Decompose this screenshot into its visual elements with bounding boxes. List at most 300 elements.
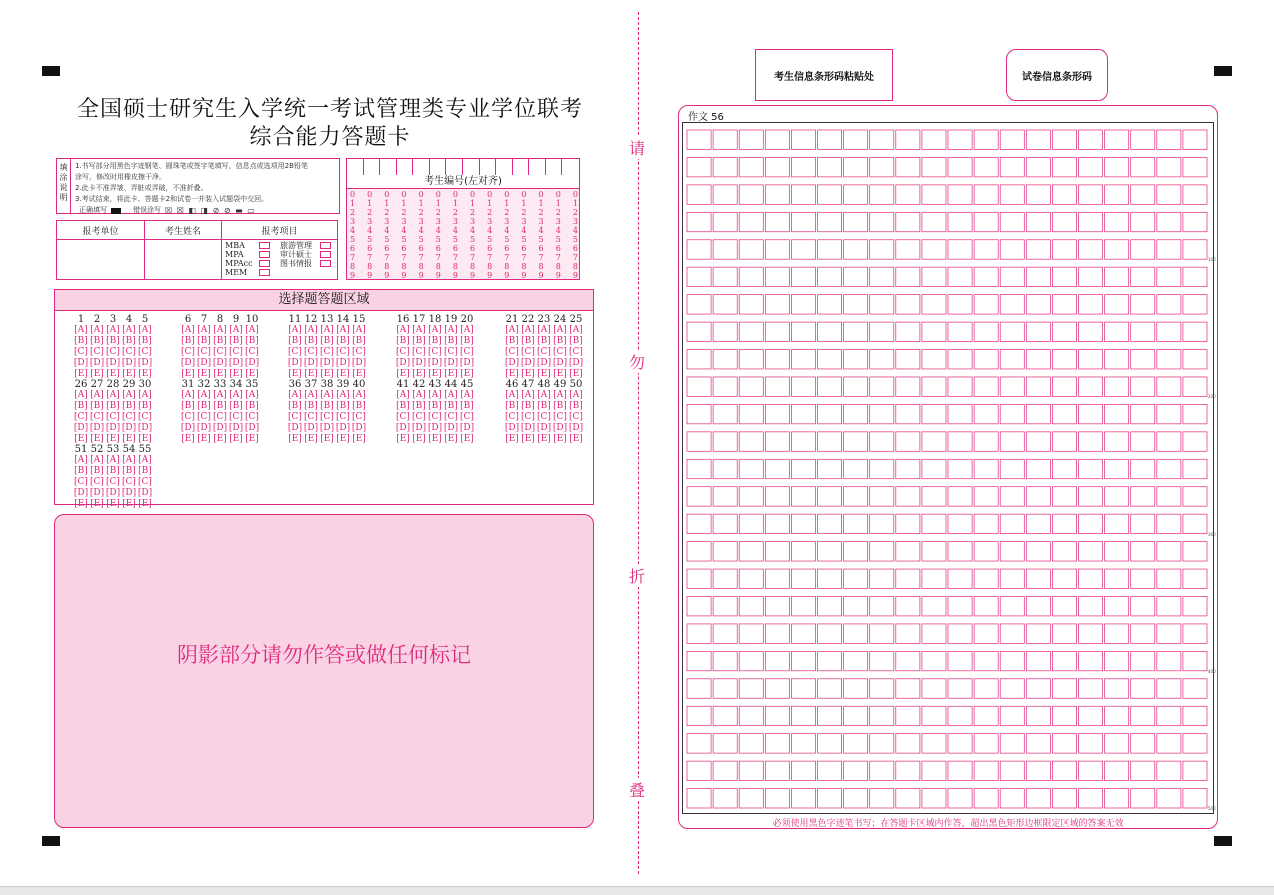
essay-cell[interactable] <box>896 267 920 286</box>
essay-cell[interactable] <box>713 157 737 176</box>
essay-cell[interactable] <box>974 322 998 341</box>
essay-cell[interactable] <box>1026 212 1050 231</box>
answer-option-bubble[interactable]: [D] <box>427 423 443 433</box>
essay-cell[interactable] <box>870 514 894 533</box>
answer-option-bubble[interactable]: [B] <box>320 336 334 346</box>
essay-cell[interactable] <box>870 734 894 753</box>
id-digit-bubble[interactable]: 5 <box>350 235 356 244</box>
id-digit-bubble[interactable]: 9 <box>504 271 510 280</box>
id-digit-bubble[interactable]: 4 <box>538 226 544 235</box>
id-write-cell[interactable] <box>380 159 397 175</box>
id-digit-bubble[interactable]: 7 <box>401 253 407 262</box>
essay-cell[interactable] <box>844 734 868 753</box>
essay-cell[interactable] <box>922 157 946 176</box>
essay-cell[interactable] <box>844 459 868 478</box>
answer-option-bubble[interactable]: [A] <box>138 455 152 465</box>
id-digit-bubble[interactable]: 2 <box>538 208 544 217</box>
id-digit-bubble[interactable]: 4 <box>487 226 493 235</box>
essay-cell[interactable] <box>1157 295 1181 314</box>
answer-option-bubble[interactable]: [E] <box>106 499 120 509</box>
essay-cell[interactable] <box>791 789 815 808</box>
essay-cell[interactable] <box>1157 130 1181 149</box>
essay-cell[interactable] <box>1105 542 1129 561</box>
essay-cell[interactable] <box>739 487 763 506</box>
answer-option-bubble[interactable]: [D] <box>105 423 121 433</box>
essay-cell[interactable] <box>974 706 998 725</box>
id-digit-bubble[interactable]: 8 <box>487 262 493 271</box>
answer-option-bubble[interactable]: [D] <box>180 423 196 433</box>
answer-option-bubble[interactable]: [D] <box>411 358 427 368</box>
answer-option-bubble[interactable]: [A] <box>352 390 366 400</box>
essay-cell[interactable] <box>739 789 763 808</box>
essay-cell[interactable] <box>818 706 842 725</box>
essay-cell[interactable] <box>1052 322 1076 341</box>
essay-cell[interactable] <box>1079 322 1103 341</box>
essay-cell[interactable] <box>1026 404 1050 423</box>
answer-option-bubble[interactable]: [A] <box>181 390 195 400</box>
answer-option-bubble[interactable]: [B] <box>320 401 334 411</box>
essay-cell[interactable] <box>948 514 972 533</box>
id-digit-bubble[interactable]: 6 <box>384 244 390 253</box>
answer-option-bubble[interactable]: [B] <box>229 401 243 411</box>
id-digit-bubble[interactable]: 6 <box>350 244 356 253</box>
answer-option-bubble[interactable]: [D] <box>443 358 459 368</box>
answer-option-bubble[interactable]: [A] <box>90 390 104 400</box>
essay-cell[interactable] <box>765 157 789 176</box>
answer-option-bubble[interactable]: [D] <box>395 358 411 368</box>
answer-option-bubble[interactable]: [D] <box>196 358 212 368</box>
id-digit-bubble[interactable]: 2 <box>401 208 407 217</box>
answer-option-bubble[interactable]: [E] <box>553 369 567 379</box>
essay-cell[interactable] <box>1052 404 1076 423</box>
essay-cell[interactable] <box>1131 130 1155 149</box>
essay-cell[interactable] <box>948 267 972 286</box>
essay-cell[interactable] <box>818 734 842 753</box>
answer-option-bubble[interactable]: [D] <box>536 423 552 433</box>
essay-cell[interactable] <box>765 267 789 286</box>
answer-option-bubble[interactable]: [E] <box>537 434 551 444</box>
answer-option-bubble[interactable]: [A] <box>288 325 302 335</box>
essay-cell[interactable] <box>896 542 920 561</box>
answer-option-bubble[interactable]: [D] <box>89 423 105 433</box>
answer-option-bubble[interactable]: [D] <box>244 358 260 368</box>
id-digit-bubble[interactable]: 8 <box>521 262 527 271</box>
essay-cell[interactable] <box>1157 350 1181 369</box>
answer-option-bubble[interactable]: [D] <box>520 423 536 433</box>
essay-cell[interactable] <box>896 761 920 780</box>
answer-option-bubble[interactable]: [D] <box>303 358 319 368</box>
answer-option-bubble[interactable]: [A] <box>229 325 243 335</box>
answer-option-bubble[interactable]: [B] <box>213 401 227 411</box>
answer-option-bubble[interactable]: [E] <box>181 369 195 379</box>
checkbox[interactable] <box>259 251 270 258</box>
answer-option-bubble[interactable]: [A] <box>74 390 88 400</box>
essay-cell[interactable] <box>922 185 946 204</box>
id-digit-bubble[interactable]: 0 <box>521 190 527 199</box>
id-digit-bubble[interactable]: 1 <box>401 199 407 208</box>
essay-cell[interactable] <box>1052 761 1076 780</box>
essay-cell[interactable] <box>1052 679 1076 698</box>
answer-option-bubble[interactable]: [D] <box>335 358 351 368</box>
answer-option-bubble[interactable]: [B] <box>396 336 410 346</box>
essay-cell[interactable] <box>844 350 868 369</box>
essay-cell[interactable] <box>922 596 946 615</box>
essay-cell[interactable] <box>713 377 737 396</box>
answer-option-bubble[interactable]: [D] <box>395 423 411 433</box>
answer-option-bubble[interactable]: [A] <box>245 390 259 400</box>
answer-option-bubble[interactable]: [D] <box>89 488 105 498</box>
essay-cell[interactable] <box>1183 569 1207 588</box>
answer-option-bubble[interactable]: [C] <box>245 347 259 357</box>
essay-cell[interactable] <box>844 569 868 588</box>
answer-option-bubble[interactable]: [B] <box>213 336 227 346</box>
answer-option-bubble[interactable]: [C] <box>352 412 366 422</box>
answer-option-bubble[interactable]: [C] <box>537 347 551 357</box>
essay-cell[interactable] <box>1079 212 1103 231</box>
essay-cell[interactable] <box>687 789 711 808</box>
essay-cell[interactable] <box>1079 624 1103 643</box>
essay-cell[interactable] <box>1052 377 1076 396</box>
answer-option-bubble[interactable]: [B] <box>460 336 474 346</box>
essay-cell[interactable] <box>739 651 763 670</box>
essay-cell[interactable] <box>687 706 711 725</box>
answer-option-bubble[interactable]: [B] <box>90 401 104 411</box>
essay-cell[interactable] <box>1000 706 1024 725</box>
answer-option-bubble[interactable]: [C] <box>304 347 318 357</box>
answer-option-bubble[interactable]: [C] <box>428 347 442 357</box>
answer-option-bubble[interactable]: [B] <box>444 401 458 411</box>
answer-option-bubble[interactable]: [E] <box>396 434 410 444</box>
answer-option-bubble[interactable]: [A] <box>521 325 535 335</box>
id-digit-bubble[interactable]: 2 <box>504 208 510 217</box>
answer-option-bubble[interactable]: [B] <box>505 336 519 346</box>
essay-cell[interactable] <box>974 185 998 204</box>
id-digit-bubble[interactable]: 4 <box>367 226 373 235</box>
essay-cell[interactable] <box>896 651 920 670</box>
essay-cell[interactable] <box>1026 459 1050 478</box>
answer-option-bubble[interactable]: [C] <box>320 347 334 357</box>
essay-cell[interactable] <box>1000 295 1024 314</box>
essay-cell[interactable] <box>974 569 998 588</box>
answer-option-bubble[interactable]: [A] <box>138 325 152 335</box>
id-digit-bubble[interactable]: 3 <box>350 217 356 226</box>
answer-option-bubble[interactable]: [B] <box>304 336 318 346</box>
essay-cell[interactable] <box>791 212 815 231</box>
answer-option-bubble[interactable]: [B] <box>245 401 259 411</box>
id-digit-bubble[interactable]: 3 <box>469 217 476 226</box>
essay-cell[interactable] <box>1026 350 1050 369</box>
answer-option-bubble[interactable]: [B] <box>138 466 152 476</box>
essay-cell[interactable] <box>739 185 763 204</box>
essay-cell[interactable] <box>791 569 815 588</box>
id-digit-bubble[interactable]: 0 <box>487 190 493 199</box>
answer-option-bubble[interactable]: [A] <box>537 325 551 335</box>
answer-option-bubble[interactable]: [B] <box>521 401 535 411</box>
essay-cell[interactable] <box>1026 789 1050 808</box>
essay-cell[interactable] <box>870 624 894 643</box>
unit-field[interactable] <box>57 240 144 279</box>
answer-option-bubble[interactable]: [C] <box>90 412 104 422</box>
essay-cell[interactable] <box>1105 267 1129 286</box>
essay-cell[interactable] <box>922 377 946 396</box>
essay-cell[interactable] <box>1157 542 1181 561</box>
answer-option-bubble[interactable]: [E] <box>412 434 426 444</box>
essay-cell[interactable] <box>1000 624 1024 643</box>
essay-cell[interactable] <box>1079 706 1103 725</box>
answer-option-bubble[interactable]: [D] <box>244 423 260 433</box>
essay-cell[interactable] <box>974 432 998 451</box>
answer-option-bubble[interactable]: [D] <box>73 423 89 433</box>
id-digit-bubble[interactable]: 4 <box>435 226 441 235</box>
id-digit-bubble[interactable]: 9 <box>555 271 561 280</box>
essay-cell[interactable] <box>1079 404 1103 423</box>
answer-option-bubble[interactable]: [E] <box>521 369 535 379</box>
essay-cell[interactable] <box>1183 789 1207 808</box>
essay-cell[interactable] <box>1000 240 1024 259</box>
id-digit-bubble[interactable]: 5 <box>504 235 510 244</box>
answer-option-bubble[interactable]: [C] <box>122 412 136 422</box>
answer-option-bubble[interactable]: [B] <box>90 466 104 476</box>
essay-cell[interactable] <box>1000 404 1024 423</box>
id-digit-bubble[interactable]: 6 <box>487 244 493 253</box>
essay-cell[interactable] <box>1079 542 1103 561</box>
id-digit-bubble[interactable]: 6 <box>367 244 373 253</box>
program-option[interactable] <box>280 250 331 259</box>
essay-cell[interactable] <box>687 761 711 780</box>
essay-cell[interactable] <box>1079 734 1103 753</box>
id-digit-bubble[interactable]: 3 <box>572 217 578 226</box>
id-digit-bubble[interactable]: 1 <box>350 199 356 208</box>
checkbox[interactable] <box>259 269 270 276</box>
answer-option-bubble[interactable]: [B] <box>537 401 551 411</box>
essay-cell[interactable] <box>1026 706 1050 725</box>
essay-cell[interactable] <box>765 212 789 231</box>
essay-cell[interactable] <box>765 404 789 423</box>
id-digit-bubble[interactable]: 5 <box>487 235 493 244</box>
answer-option-bubble[interactable]: [C] <box>197 347 211 357</box>
essay-cell[interactable] <box>739 734 763 753</box>
answer-option-bubble[interactable]: [C] <box>553 347 567 357</box>
essay-cell[interactable] <box>687 569 711 588</box>
id-digit-bubble[interactable]: 5 <box>469 235 476 244</box>
essay-cell[interactable] <box>713 295 737 314</box>
answer-option-bubble[interactable]: [B] <box>74 466 88 476</box>
essay-cell[interactable] <box>1026 432 1050 451</box>
answer-option-bubble[interactable]: [E] <box>138 369 152 379</box>
answer-option-bubble[interactable]: [C] <box>396 347 410 357</box>
answer-option-bubble[interactable]: [A] <box>396 390 410 400</box>
essay-cell[interactable] <box>1131 706 1155 725</box>
essay-cell[interactable] <box>713 761 737 780</box>
essay-cell[interactable] <box>974 130 998 149</box>
essay-cell[interactable] <box>1157 432 1181 451</box>
essay-cell[interactable] <box>1026 651 1050 670</box>
id-digit-bubble[interactable]: 9 <box>384 271 390 280</box>
essay-cell[interactable] <box>1183 212 1207 231</box>
id-digit-bubble[interactable]: 9 <box>469 271 476 280</box>
answer-option-bubble[interactable]: [C] <box>336 347 350 357</box>
essay-cell[interactable] <box>922 761 946 780</box>
essay-cell[interactable] <box>896 130 920 149</box>
id-digit-bubble[interactable]: 5 <box>384 235 390 244</box>
answer-option-bubble[interactable]: [A] <box>90 455 104 465</box>
essay-cell[interactable] <box>896 596 920 615</box>
answer-option-bubble[interactable]: [E] <box>553 434 567 444</box>
answer-option-bubble[interactable]: [B] <box>336 401 350 411</box>
answer-option-bubble[interactable]: [D] <box>73 488 89 498</box>
essay-cell[interactable] <box>844 487 868 506</box>
id-digit-bubble[interactable]: 5 <box>435 235 441 244</box>
essay-cell[interactable] <box>1052 624 1076 643</box>
program-option[interactable] <box>280 259 331 268</box>
answer-option-bubble[interactable]: [A] <box>304 390 318 400</box>
essay-cell[interactable] <box>1183 542 1207 561</box>
answer-option-bubble[interactable]: [A] <box>106 390 120 400</box>
essay-cell[interactable] <box>844 404 868 423</box>
essay-cell[interactable] <box>1157 212 1181 231</box>
answer-option-bubble[interactable]: [B] <box>304 401 318 411</box>
answer-option-bubble[interactable]: [B] <box>197 336 211 346</box>
essay-cell[interactable] <box>1131 761 1155 780</box>
id-digit-bubble[interactable]: 9 <box>401 271 407 280</box>
answer-option-bubble[interactable]: [A] <box>352 325 366 335</box>
answer-option-bubble[interactable]: [A] <box>229 390 243 400</box>
essay-cell[interactable] <box>765 789 789 808</box>
essay-cell[interactable] <box>1052 432 1076 451</box>
essay-cell[interactable] <box>922 487 946 506</box>
answer-option-bubble[interactable]: [D] <box>228 358 244 368</box>
answer-option-bubble[interactable]: [B] <box>412 401 426 411</box>
essay-cell[interactable] <box>687 432 711 451</box>
essay-cell[interactable] <box>1183 157 1207 176</box>
answer-option-bubble[interactable]: [C] <box>138 412 152 422</box>
answer-option-bubble[interactable]: [C] <box>74 347 88 357</box>
essay-cell[interactable] <box>1157 761 1181 780</box>
essay-cell[interactable] <box>1026 487 1050 506</box>
essay-cell[interactable] <box>687 514 711 533</box>
essay-cell[interactable] <box>1026 295 1050 314</box>
essay-cell[interactable] <box>1079 295 1103 314</box>
answer-option-bubble[interactable]: [B] <box>122 466 136 476</box>
answer-option-bubble[interactable]: [E] <box>122 369 136 379</box>
id-write-cell[interactable] <box>397 159 414 175</box>
essay-cell[interactable] <box>974 377 998 396</box>
answer-option-bubble[interactable]: [B] <box>74 336 88 346</box>
id-digit-bubble[interactable]: 9 <box>418 271 424 280</box>
answer-option-bubble[interactable]: [A] <box>444 390 458 400</box>
essay-cell[interactable] <box>870 240 894 259</box>
answer-option-bubble[interactable]: [E] <box>505 434 519 444</box>
answer-option-bubble[interactable]: [D] <box>105 358 121 368</box>
answer-option-bubble[interactable]: [A] <box>444 325 458 335</box>
essay-cell[interactable] <box>713 130 737 149</box>
essay-cell[interactable] <box>791 404 815 423</box>
answer-option-bubble[interactable]: [D] <box>105 488 121 498</box>
id-digit-bubble[interactable]: 4 <box>521 226 527 235</box>
answer-option-bubble[interactable]: [D] <box>89 358 105 368</box>
answer-option-bubble[interactable]: [B] <box>197 401 211 411</box>
essay-cell[interactable] <box>948 789 972 808</box>
answer-option-bubble[interactable]: [E] <box>245 434 259 444</box>
candidate-id-bubbles[interactable] <box>350 190 578 278</box>
essay-cell[interactable] <box>818 404 842 423</box>
id-digit-bubble[interactable]: 6 <box>521 244 527 253</box>
essay-cell[interactable] <box>1052 789 1076 808</box>
answer-option-bubble[interactable]: [D] <box>459 423 475 433</box>
essay-cell[interactable] <box>1105 734 1129 753</box>
essay-cell[interactable] <box>739 459 763 478</box>
id-digit-bubble[interactable]: 7 <box>384 253 390 262</box>
id-digit-bubble[interactable]: 4 <box>504 226 510 235</box>
answer-option-bubble[interactable]: [A] <box>181 325 195 335</box>
essay-cell[interactable] <box>870 377 894 396</box>
essay-cell[interactable] <box>896 322 920 341</box>
answer-option-bubble[interactable]: [A] <box>197 390 211 400</box>
answer-option-bubble[interactable]: [B] <box>553 336 567 346</box>
answer-option-bubble[interactable]: [E] <box>505 369 519 379</box>
id-digit-bubble[interactable]: 0 <box>435 190 441 199</box>
essay-cell[interactable] <box>739 596 763 615</box>
answer-option-bubble[interactable]: [C] <box>460 412 474 422</box>
essay-cell[interactable] <box>870 706 894 725</box>
essay-cell[interactable] <box>818 651 842 670</box>
essay-cell[interactable] <box>713 322 737 341</box>
answer-option-bubble[interactable]: [C] <box>444 347 458 357</box>
essay-cell[interactable] <box>818 322 842 341</box>
essay-cell[interactable] <box>844 706 868 725</box>
essay-cell[interactable] <box>1131 624 1155 643</box>
essay-cell[interactable] <box>765 295 789 314</box>
id-digit-bubble[interactable]: 8 <box>401 262 407 271</box>
answer-option-bubble[interactable]: [B] <box>428 401 442 411</box>
id-digit-bubble[interactable]: 0 <box>555 190 561 199</box>
essay-cell[interactable] <box>1079 487 1103 506</box>
id-digit-bubble[interactable]: 7 <box>435 253 441 262</box>
answer-option-bubble[interactable]: [C] <box>122 347 136 357</box>
essay-cell[interactable] <box>1052 267 1076 286</box>
essay-cell[interactable] <box>870 542 894 561</box>
answer-option-bubble[interactable]: [D] <box>287 423 303 433</box>
essay-cell[interactable] <box>922 542 946 561</box>
essay-cell[interactable] <box>844 322 868 341</box>
answer-option-bubble[interactable]: [E] <box>197 434 211 444</box>
essay-cell[interactable] <box>765 651 789 670</box>
essay-cell[interactable] <box>844 514 868 533</box>
id-digit-bubble[interactable]: 4 <box>572 226 578 235</box>
essay-cell[interactable] <box>687 267 711 286</box>
answer-option-bubble[interactable]: [E] <box>90 499 104 509</box>
id-digit-bubble[interactable]: 6 <box>504 244 510 253</box>
essay-cell[interactable] <box>1105 404 1129 423</box>
answer-option-bubble[interactable]: [A] <box>569 325 583 335</box>
essay-cell[interactable] <box>1052 734 1076 753</box>
essay-cell[interactable] <box>687 679 711 698</box>
essay-cell[interactable] <box>1183 130 1207 149</box>
id-digit-bubble[interactable]: 8 <box>572 262 578 271</box>
answer-option-bubble[interactable]: [C] <box>460 347 474 357</box>
answer-option-bubble[interactable]: [E] <box>288 369 302 379</box>
id-digit-bubble[interactable]: 4 <box>350 226 356 235</box>
essay-cell[interactable] <box>896 459 920 478</box>
answer-option-bubble[interactable]: [D] <box>228 423 244 433</box>
id-digit-bubble[interactable]: 1 <box>555 199 561 208</box>
id-digit-bubble[interactable]: 8 <box>384 262 390 271</box>
answer-option-bubble[interactable]: [A] <box>537 390 551 400</box>
essay-cell[interactable] <box>1052 542 1076 561</box>
id-digit-bubble[interactable]: 9 <box>367 271 373 280</box>
id-digit-bubble[interactable]: 1 <box>572 199 578 208</box>
id-digit-bubble[interactable]: 3 <box>418 217 424 226</box>
